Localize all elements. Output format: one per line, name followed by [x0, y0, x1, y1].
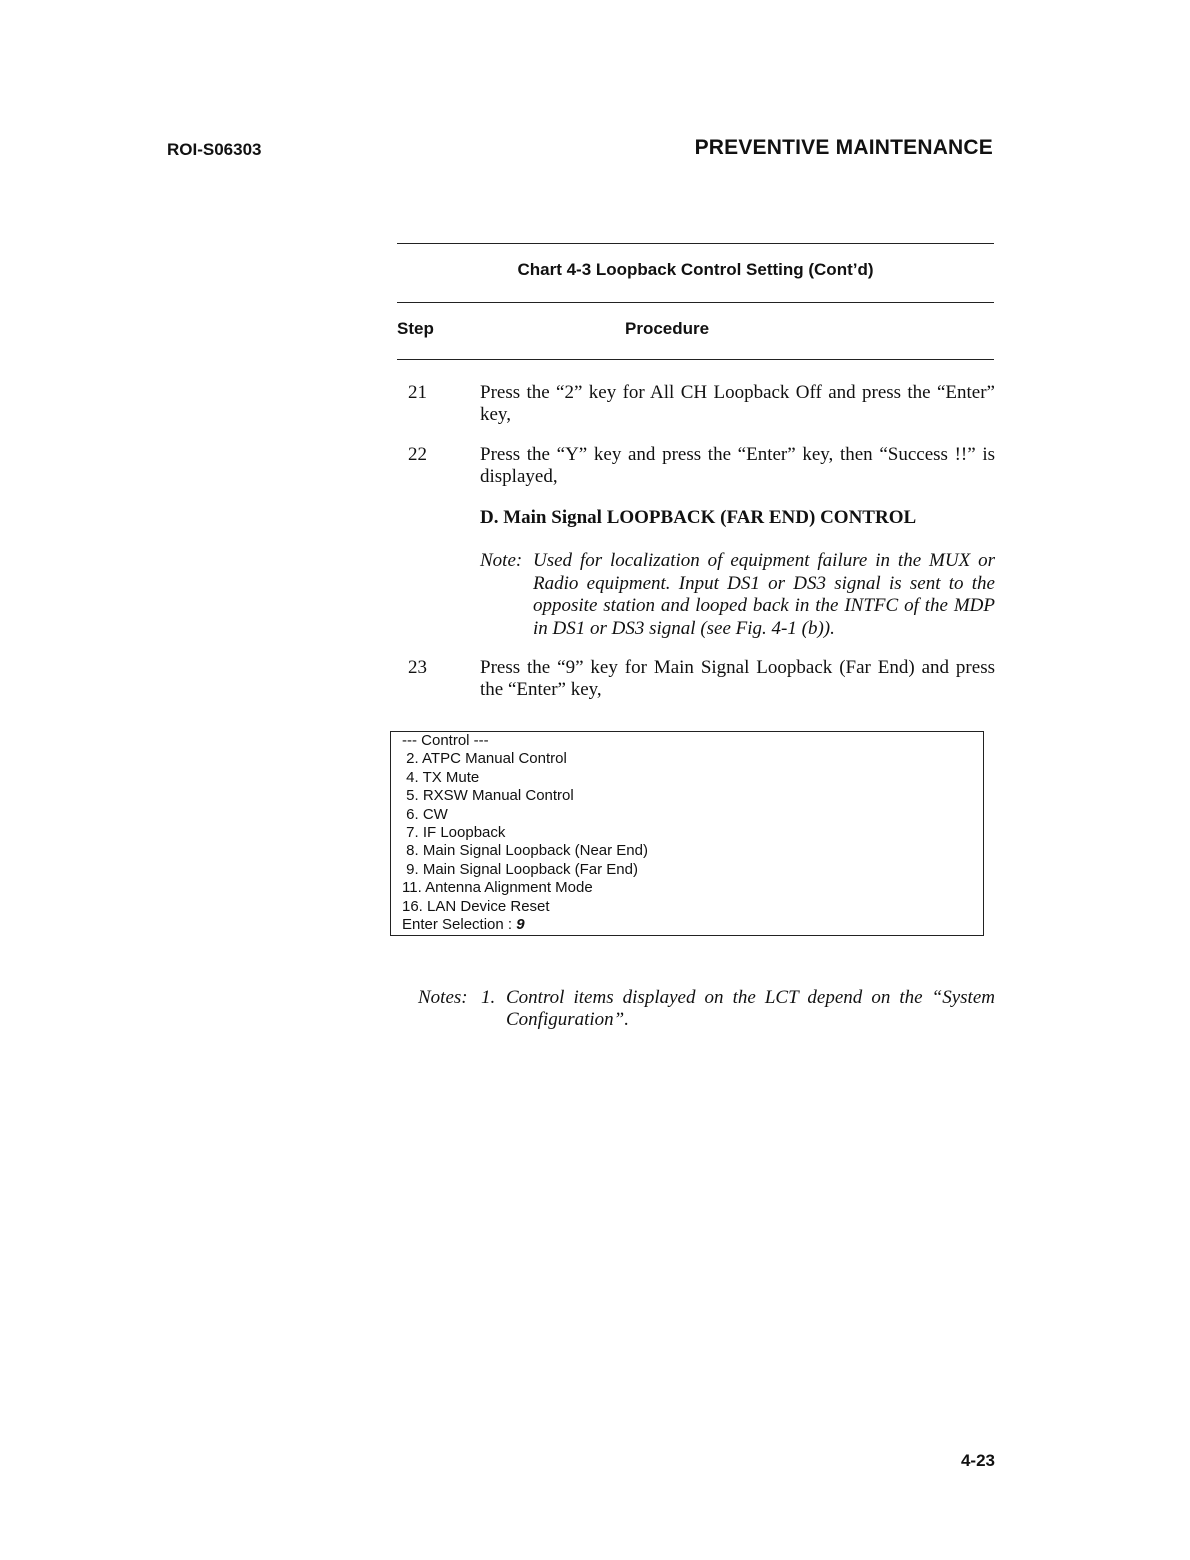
note-text: Used for localization of equipment failure in the MUX or Radio equipment. Input DS1 or DS3 signal is sent to the opposite station and looped back in the INTFC of the MDP in DS1 or DS3 signal (see Fig. 4-1 (b)). [533, 550, 995, 639]
notes-block [418, 987, 995, 1031]
menu-item: 11. Antenna Alignment Mode [402, 879, 593, 897]
document-id: ROI-S06303 [167, 140, 262, 159]
column-header-procedure: Procedure [625, 319, 710, 338]
notes-text: Control items displayed on the LCT depend on the “System Configuration”. [506, 987, 995, 1030]
section-title: PREVENTIVE MAINTENANCE [694, 136, 993, 159]
selection-prompt [402, 916, 983, 934]
menu-item: 2. ATPC Manual Control [402, 750, 567, 768]
header-rule [397, 302, 994, 303]
step-text: Press the “2” key for All CH Loopback Off and press the “Enter” key, [480, 382, 995, 425]
note-label: Note: [480, 550, 523, 571]
menu-item: 5. RXSW Manual Control [402, 787, 574, 805]
step-number: 22 [408, 444, 427, 465]
selection-value: 9 [516, 916, 525, 934]
notes-index: 1. [481, 987, 496, 1008]
menu-item: 9. Main Signal Loopback (Far End) [402, 860, 638, 878]
step-text: Press the “9” key for Main Signal Loopback (Far End) and press the “Enter” key, [480, 657, 995, 700]
menu-item: 4. TX Mute [402, 768, 480, 786]
top-rule [397, 243, 994, 244]
step-text: Press the “Y” key and press the “Enter” key, then “Success !!” is displayed, [480, 444, 995, 487]
menu-item: 6. CW [402, 805, 448, 823]
step-number: 23 [408, 657, 427, 678]
step-number: 21 [408, 382, 427, 403]
note-block [480, 550, 995, 640]
chart-title: Chart 4-3 Loopback Control Setting (Cont’d) [517, 260, 874, 279]
section-heading: D. Main Signal LOOPBACK (FAR END) CONTROL [480, 507, 917, 528]
prompt-label: Enter Selection : [402, 916, 517, 934]
notes-label: Notes: [418, 987, 468, 1008]
column-header-step: Step [397, 319, 434, 338]
screen-line: --- Control --- [402, 732, 489, 749]
menu-item: 16. LAN Device Reset [402, 897, 550, 915]
lct-screen-capture [390, 731, 984, 936]
page-number: 4-23 [960, 1451, 995, 1470]
menu-item: 7. IF Loopback [402, 824, 506, 842]
column-header-rule [397, 359, 994, 360]
menu-item: 8. Main Signal Loopback (Near End) [402, 842, 648, 860]
